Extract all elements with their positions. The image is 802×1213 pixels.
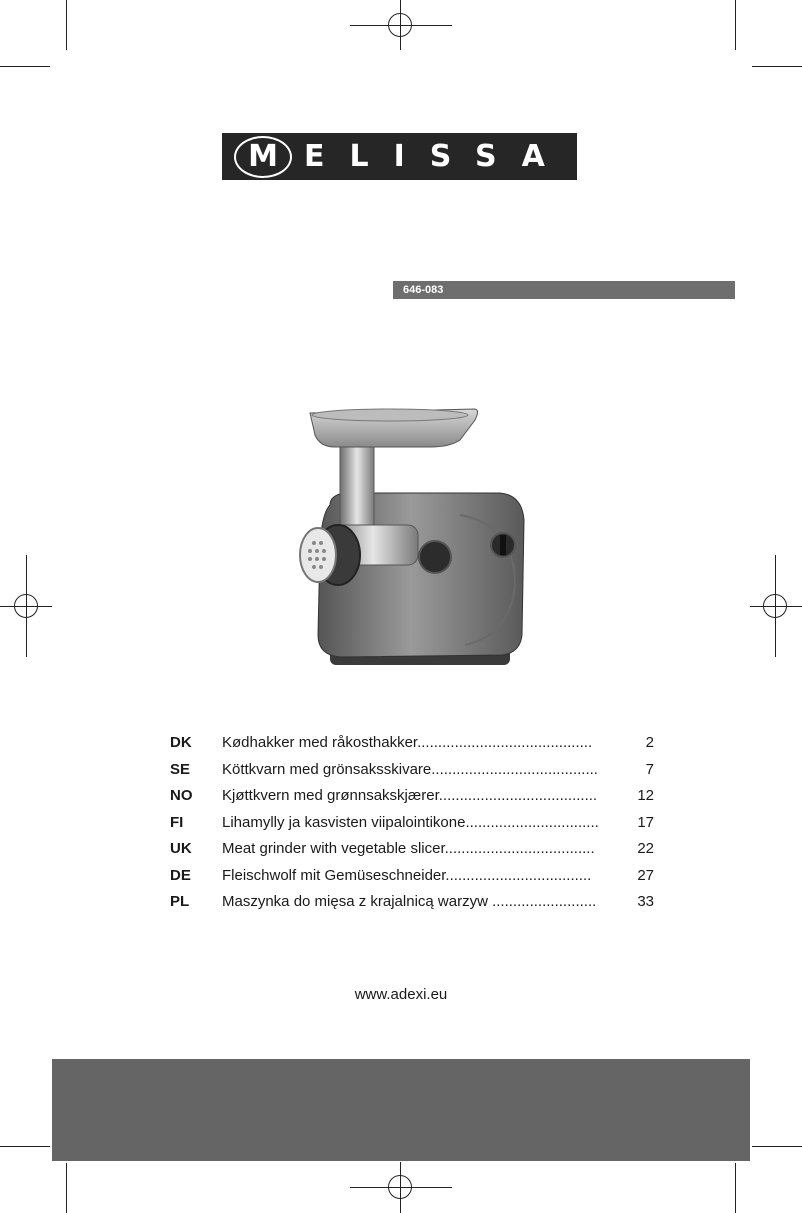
registration-mark-icon bbox=[388, 1175, 412, 1199]
table-of-contents bbox=[170, 733, 660, 919]
website-link[interactable]: www.adexi.eu bbox=[354, 986, 448, 1003]
page-number: 12 bbox=[637, 787, 654, 804]
toc-row[interactable] bbox=[170, 866, 660, 893]
toc-row[interactable] bbox=[170, 733, 660, 760]
page-number: 2 bbox=[645, 734, 654, 751]
page-number: 22 bbox=[637, 840, 654, 857]
page-number: 17 bbox=[637, 813, 654, 831]
language-code: DE bbox=[170, 866, 191, 884]
toc-row[interactable] bbox=[170, 892, 660, 919]
section-title: Kjøttkvern med grønnsakskjærer...................................... bbox=[222, 787, 598, 804]
crop-mark bbox=[752, 66, 802, 67]
crop-mark bbox=[735, 1163, 736, 1213]
language-code: UK bbox=[170, 840, 192, 857]
crop-mark bbox=[0, 1146, 50, 1147]
section-title: Fleischwolf mit Gemüseschneider................................... bbox=[222, 866, 592, 884]
brand-logo bbox=[222, 133, 577, 180]
logo-initial: M bbox=[234, 136, 292, 178]
registration-mark-icon bbox=[14, 594, 38, 618]
meat-grinder-illustration bbox=[290, 395, 535, 685]
toc-row[interactable] bbox=[170, 839, 660, 866]
page-number: 7 bbox=[645, 760, 654, 778]
section-title: Köttkvarn med grönsaksskivare........................................ bbox=[222, 760, 598, 778]
language-code: PL bbox=[170, 893, 190, 910]
registration-mark-icon bbox=[388, 13, 412, 37]
registration-mark-icon bbox=[763, 594, 787, 618]
bottom-band bbox=[52, 1059, 750, 1161]
crop-mark bbox=[0, 66, 50, 67]
toc-row[interactable] bbox=[170, 786, 660, 813]
toc-row[interactable] bbox=[170, 813, 660, 840]
model-number: 646-083 bbox=[393, 281, 735, 299]
language-code: NO bbox=[170, 787, 193, 804]
section-title: Lihamylly ja kasvisten viipalointikone................................ bbox=[222, 813, 599, 831]
logo-wordmark: ELISSA bbox=[304, 139, 570, 174]
crop-mark bbox=[752, 1146, 802, 1147]
page-number: 27 bbox=[637, 866, 654, 884]
crop-mark bbox=[66, 1163, 67, 1213]
language-code: SE bbox=[170, 760, 191, 778]
language-code: FI bbox=[170, 813, 184, 831]
crop-mark bbox=[735, 0, 736, 50]
section-title: Meat grinder with vegetable slicer.................................... bbox=[222, 840, 595, 857]
crop-mark bbox=[66, 0, 67, 50]
toc-row[interactable] bbox=[170, 760, 660, 787]
language-code: DK bbox=[170, 734, 192, 751]
section-title: Maszynka do mięsa z krajalnicą warzyw ......................... bbox=[222, 893, 597, 910]
section-title: Kødhakker med råkosthakker.......................................... bbox=[222, 734, 593, 751]
page-number: 33 bbox=[637, 893, 654, 910]
